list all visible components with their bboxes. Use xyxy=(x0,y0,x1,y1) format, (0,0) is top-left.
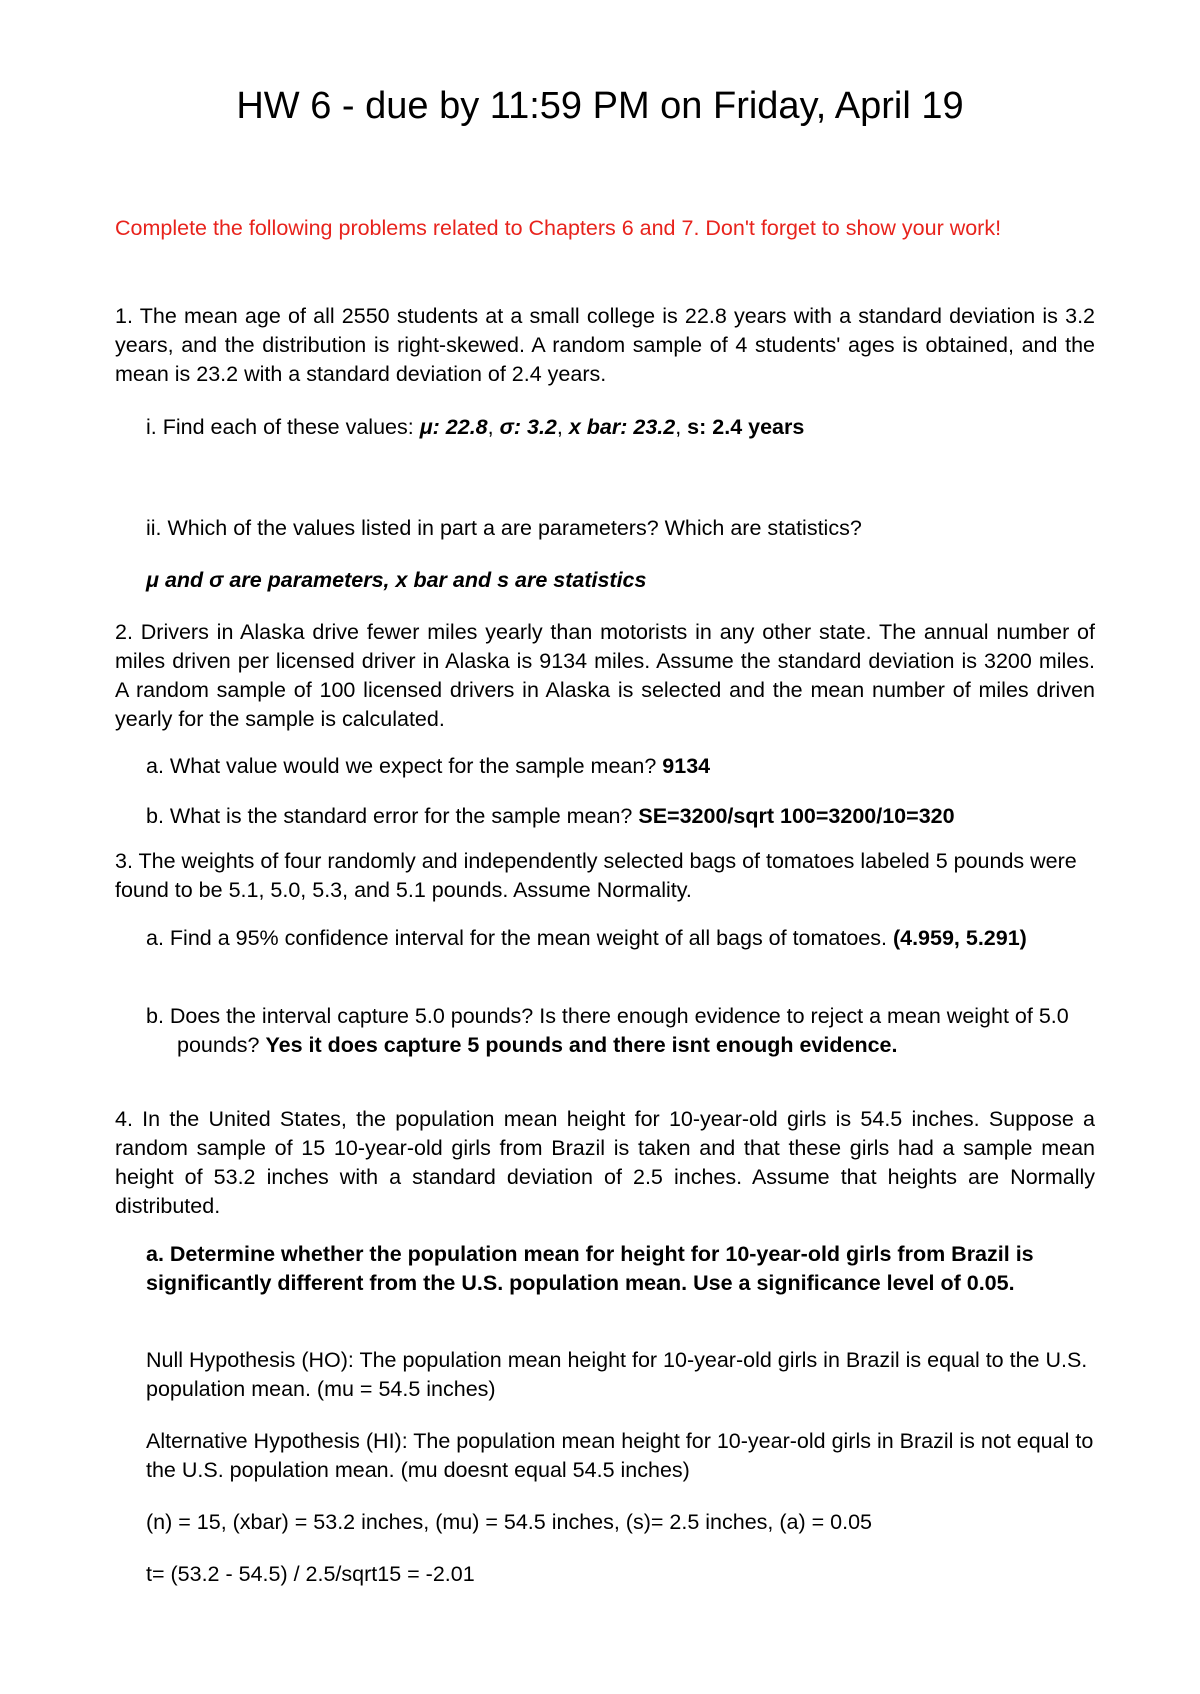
question-1-text: 1. The mean age of all 2550 students at a small college is 22.8 years with a standard deviation is 3.2 years, and the distribution is right-skewed. A random sample of 4 students' ages is obtained, and the mean is 23.2 with a standard deviation of 2.4 years. xyxy=(115,304,1095,386)
part-a-prompt: a. What value would we expect for the sample mean? xyxy=(146,754,663,778)
question-2-part-b xyxy=(146,802,1096,831)
answer-s: s: 2.4 years xyxy=(687,415,805,439)
t-statistic: t= (53.2 - 54.5) / 2.5/sqrt15 = -2.01 xyxy=(146,1562,475,1586)
answer-sigma: σ: 3.2 xyxy=(499,415,557,439)
alternative-hypothesis: Alternative Hypothesis (HI): The population mean height for 10-year-old girls in Brazil is not equal to the U.S. population mean. (mu doesnt equal 54.5 inches) xyxy=(146,1429,1094,1482)
question-1-part-ii-answer: μ and σ are parameters, x bar and s are statistics xyxy=(146,568,647,592)
page-title: HW 6 - due by 11:59 PM on Friday, April 19 xyxy=(236,85,964,127)
question-3-part-a xyxy=(146,924,1096,953)
part-a-answer: 9134 xyxy=(662,754,711,778)
question-1-part-i: i. Find each of these values: μ: 22.8, σ: 3.2, x bar: 23.2, s: 2.4 years xyxy=(146,415,805,439)
instructions: Complete the following problems related to Chapters 6 and 7. Don't forget to show your work! xyxy=(115,216,1002,240)
question-4-text: 4. In the United States, the population mean height for 10-year-old girls is 54.5 inches. Suppose a random sample of 15 10-year-old girls from Brazil is taken and that these girls had a sample mean height of 53.2 inches with a standard deviation of 2.5 inches. Assume that heights are Normally distributed. xyxy=(115,1107,1095,1218)
part-b-answer: Yes it does capture 5 pounds and there isnt enough evidence. xyxy=(265,1033,898,1057)
question-3-text: 3. The weights of four randomly and independently selected bags of tomatoes labeled 5 pounds were found to be 5.1, 5.0, 5.3, and 5.1 pounds. Assume Normality. xyxy=(115,849,1077,902)
question-2-text: 2. Drivers in Alaska drive fewer miles yearly than motorists in any other state. The annual number of miles driven per licensed driver in Alaska is 9134 miles. Assume the standard deviation is 3200 miles. A random sample of 100 licensed drivers in Alaska is selected and the mean number of miles driven yearly for the sample is calculated. xyxy=(115,620,1095,731)
part-b-prompt: b. What is the standard error for the sample mean? xyxy=(146,804,639,828)
part-a-answer: (4.959, 5.291) xyxy=(892,926,1027,950)
question-4-part-a: a. Determine whether the population mean for height for 10-year-old girls from Brazil is significantly different from the U.S. population mean. Use a significance level of 0.05. xyxy=(146,1242,1034,1295)
part-b-answer: SE=3200/sqrt 100=3200/10=320 xyxy=(638,804,955,828)
part-i-prompt: i. Find each of these values: xyxy=(146,415,420,439)
part-b-prompt: b. Does the interval capture 5.0 pounds? Is there enough evidence to reject a mean weight of 5.0 pounds? xyxy=(146,1004,1069,1057)
question-2-part-a xyxy=(146,752,1096,781)
part-a-prompt: a. Find a 95% confidence interval for the mean weight of all bags of tomatoes. xyxy=(146,926,893,950)
question-3-part-b xyxy=(146,1002,1127,1060)
null-hypothesis: Null Hypothesis (HO): The population mean height for 10-year-old girls in Brazil is equal to the U.S. population mean. (mu = 54.5 inches) xyxy=(146,1348,1088,1401)
given-values: (n) = 15, (xbar) = 53.2 inches, (mu) = 54.5 inches, (s)= 2.5 inches, (a) = 0.05 xyxy=(146,1510,872,1534)
question-1-part-ii: ii. Which of the values listed in part a are parameters? Which are statistics? xyxy=(146,516,862,540)
answer-mu: μ: 22.8 xyxy=(419,415,488,439)
answer-xbar: x bar: 23.2 xyxy=(568,415,676,439)
